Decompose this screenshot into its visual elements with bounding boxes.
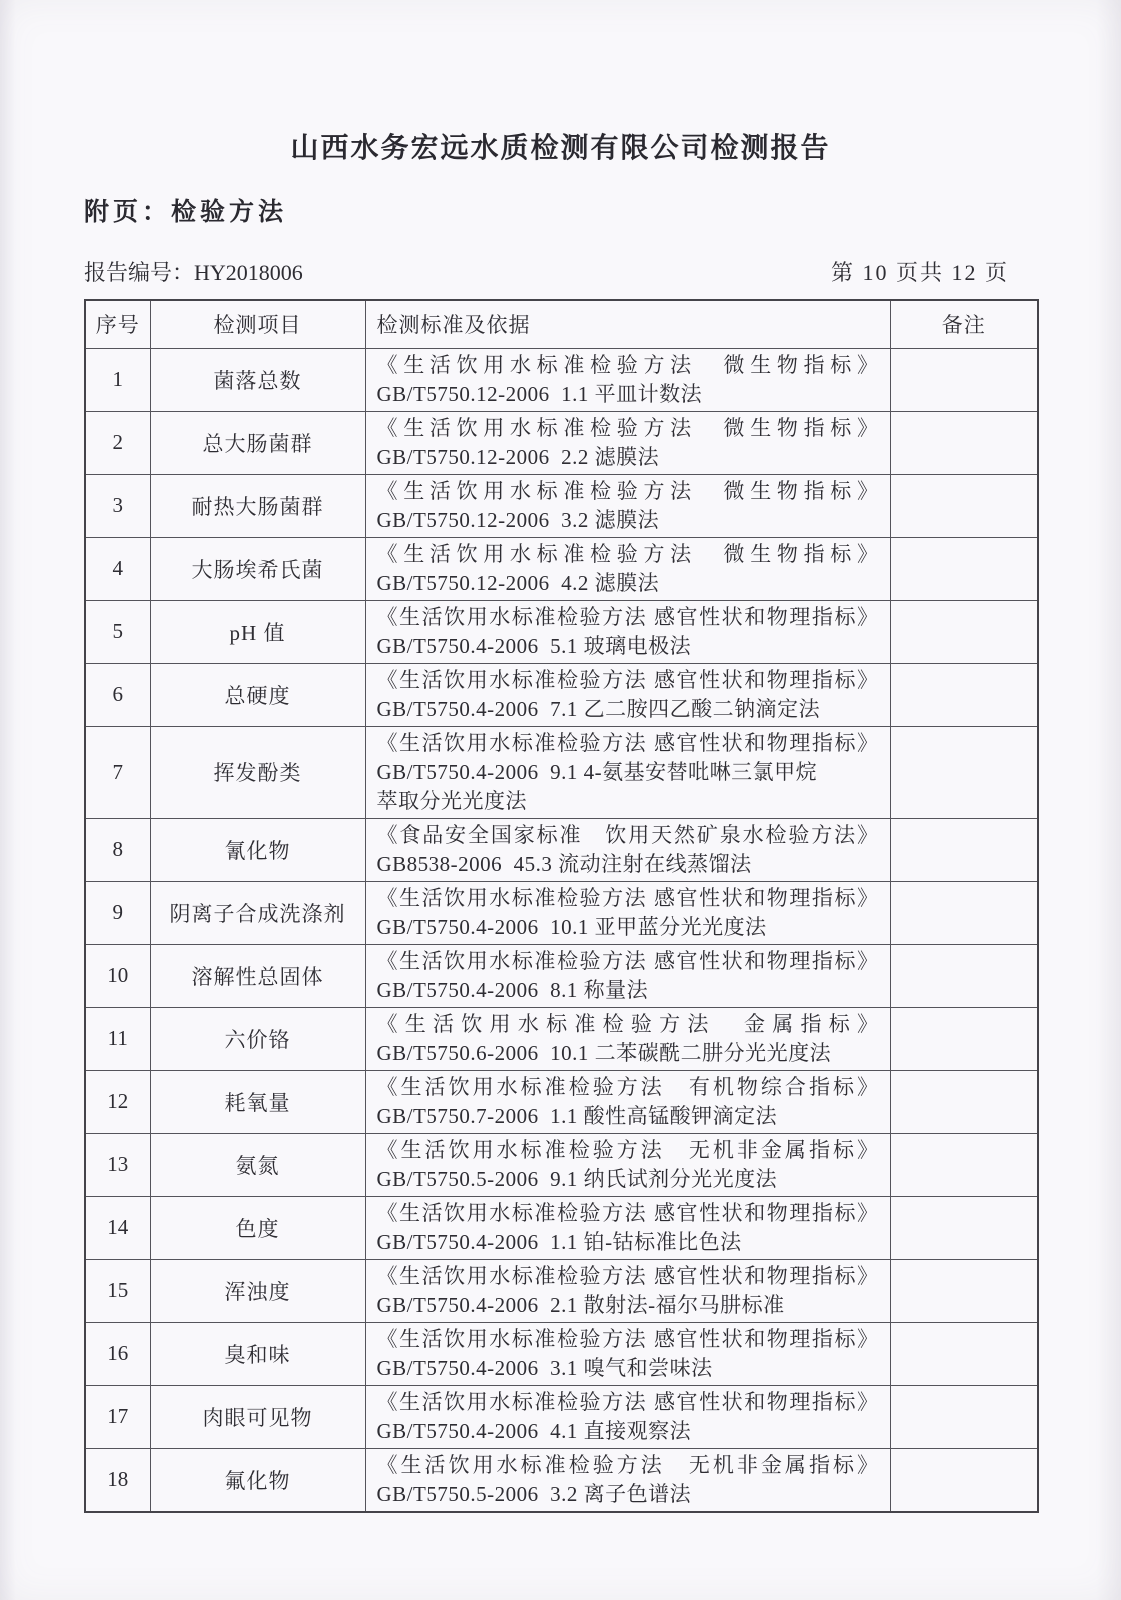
- test-item: 溶解性总固体: [150, 944, 365, 1007]
- standard-title: 《生活饮用水标准检验方法 感官性状和物理指标》: [376, 948, 879, 973]
- row-number: 6: [85, 663, 150, 726]
- standard-title: 《生活饮用水标准检验方法 微生物指标》: [376, 352, 879, 377]
- table-row: [85, 348, 1038, 411]
- row-number: 13: [85, 1133, 150, 1196]
- standard-method: GB/T5750.12-2006 3.2 滤膜法: [376, 507, 660, 532]
- remark-cell: [890, 600, 1038, 663]
- test-item: 总硬度: [150, 663, 365, 726]
- test-item: 肉眼可见物: [150, 1385, 365, 1448]
- standard-method: GB/T5750.6-2006 10.1 二苯碳酰二肼分光光度法: [376, 1040, 832, 1065]
- remark-cell: [890, 1196, 1038, 1259]
- remark-cell: [890, 1385, 1038, 1448]
- row-number: 2: [85, 411, 150, 474]
- remark-cell: [890, 1259, 1038, 1322]
- test-item: 菌落总数: [150, 348, 365, 411]
- standard-title: 《生活饮用水标准检验方法 微生物指标》: [376, 478, 879, 503]
- test-standard: [365, 1007, 890, 1070]
- page-title: 山西水务宏远水质检测有限公司检测报告: [290, 132, 831, 163]
- test-standard: [365, 1259, 890, 1322]
- table-row: [85, 1448, 1038, 1512]
- test-standard: [365, 474, 890, 537]
- standard-method-continued: 萃取分光光度法: [376, 788, 527, 813]
- row-number: 4: [85, 537, 150, 600]
- standard-method: GB/T5750.5-2006 3.2 离子色谱法: [376, 1481, 692, 1506]
- remark-cell: [890, 663, 1038, 726]
- table-row: [85, 1322, 1038, 1385]
- test-item: 挥发酚类: [150, 726, 365, 818]
- table-row: [85, 726, 1038, 818]
- remark-cell: [890, 726, 1038, 818]
- row-number: 1: [85, 348, 150, 411]
- standard-title: 《生活饮用水标准检验方法 感官性状和物理指标》: [376, 667, 879, 692]
- remark-cell: [890, 818, 1038, 881]
- remark-cell: [890, 944, 1038, 1007]
- standard-title: 《生活饮用水标准检验方法 感官性状和物理指标》: [376, 1263, 879, 1288]
- methods-table: [84, 299, 1039, 1513]
- remark-cell: [890, 411, 1038, 474]
- row-number: 7: [85, 726, 150, 818]
- row-number: 9: [85, 881, 150, 944]
- row-number: 11: [85, 1007, 150, 1070]
- test-standard: [365, 881, 890, 944]
- table-row: [85, 600, 1038, 663]
- table-row: [85, 1070, 1038, 1133]
- test-item: 臭和味: [150, 1322, 365, 1385]
- test-item: pH 值: [150, 600, 365, 663]
- standard-title: 《生活饮用水标准检验方法 感官性状和物理指标》: [376, 730, 879, 755]
- row-number: 12: [85, 1070, 150, 1133]
- report-number: 报告编号：HY2018006: [84, 260, 303, 285]
- header-remark: 备注: [890, 300, 1038, 348]
- test-standard: [365, 1133, 890, 1196]
- test-item: 阴离子合成洗涤剂: [150, 881, 365, 944]
- standard-title: 《生活饮用水标准检验方法 有机物综合指标》: [376, 1074, 879, 1099]
- test-standard: [365, 726, 890, 818]
- test-item: 耐热大肠菌群: [150, 474, 365, 537]
- test-standard: [365, 1070, 890, 1133]
- remark-cell: [890, 348, 1038, 411]
- standard-title: 《生活饮用水标准检验方法 微生物指标》: [376, 541, 879, 566]
- test-item: 六价铬: [150, 1007, 365, 1070]
- standard-title: 《生活饮用水标准检验方法 感官性状和物理指标》: [376, 1326, 879, 1351]
- table-row: [85, 663, 1038, 726]
- standard-method: GB/T5750.4-2006 4.1 直接观察法: [376, 1418, 692, 1443]
- standard-method: GB/T5750.4-2006 10.1 亚甲蓝分光光度法: [376, 914, 767, 939]
- standard-method: GB8538-2006 45.3 流动注射在线蒸馏法: [376, 851, 752, 876]
- table-row: [85, 1385, 1038, 1448]
- table-row: [85, 818, 1038, 881]
- test-item: 大肠埃希氏菌: [150, 537, 365, 600]
- standard-method: GB/T5750.7-2006 1.1 酸性高锰酸钾滴定法: [376, 1103, 778, 1128]
- remark-cell: [890, 1133, 1038, 1196]
- test-standard: [365, 600, 890, 663]
- test-item: 浑浊度: [150, 1259, 365, 1322]
- test-standard: [365, 944, 890, 1007]
- row-number: 3: [85, 474, 150, 537]
- standard-method: GB/T5750.5-2006 9.1 纳氏试剂分光光度法: [376, 1166, 778, 1191]
- table-row: [85, 1007, 1038, 1070]
- standard-title: 《食品安全国家标准 饮用天然矿泉水检验方法》: [376, 822, 879, 847]
- test-standard: [365, 1448, 890, 1512]
- table-row: [85, 474, 1038, 537]
- header-item: 检测项目: [150, 300, 365, 348]
- test-item: 耗氧量: [150, 1070, 365, 1133]
- remark-cell: [890, 881, 1038, 944]
- test-standard: [365, 348, 890, 411]
- table-row: [85, 944, 1038, 1007]
- standard-title: 《生活饮用水标准检验方法 感官性状和物理指标》: [376, 1200, 879, 1225]
- standard-method: GB/T5750.4-2006 1.1 铂-钴标准比色法: [376, 1229, 742, 1254]
- header-no: 序号: [85, 300, 150, 348]
- standard-method: GB/T5750.12-2006 4.2 滤膜法: [376, 570, 660, 595]
- standard-method: GB/T5750.4-2006 7.1 乙二胺四乙酸二钠滴定法: [376, 696, 821, 721]
- standard-method: GB/T5750.4-2006 9.1 4-氨基安替吡啉三氯甲烷: [376, 759, 818, 784]
- test-item: 氰化物: [150, 818, 365, 881]
- row-number: 16: [85, 1322, 150, 1385]
- table-row: [85, 1133, 1038, 1196]
- remark-cell: [890, 1448, 1038, 1512]
- remark-cell: [890, 1322, 1038, 1385]
- standard-title: 《生活饮用水标准检验方法 无机非金属指标》: [376, 1452, 879, 1477]
- test-standard: [365, 537, 890, 600]
- test-item: 色度: [150, 1196, 365, 1259]
- table-header-row: [85, 300, 1038, 348]
- standard-title: 《生活饮用水标准检验方法 感官性状和物理指标》: [376, 885, 879, 910]
- standard-title: 《生活饮用水标准检验方法 金属指标》: [376, 1011, 879, 1036]
- test-item: 总大肠菌群: [150, 411, 365, 474]
- attachment-subtitle: 附页：检验方法: [84, 198, 288, 226]
- standard-title: 《生活饮用水标准检验方法 感官性状和物理指标》: [376, 1389, 879, 1414]
- page-indicator: 第 10 页共 12 页: [830, 260, 1009, 285]
- row-number: 18: [85, 1448, 150, 1512]
- standard-title: 《生活饮用水标准检验方法 微生物指标》: [376, 415, 879, 440]
- test-standard: [365, 1385, 890, 1448]
- row-number: 10: [85, 944, 150, 1007]
- test-standard: [365, 411, 890, 474]
- header-standard: 检测标准及依据: [365, 300, 890, 348]
- row-number: 14: [85, 1196, 150, 1259]
- table-row: [85, 881, 1038, 944]
- row-number: 17: [85, 1385, 150, 1448]
- test-item: 氨氮: [150, 1133, 365, 1196]
- report-meta-row: [84, 256, 1037, 287]
- standard-method: GB/T5750.12-2006 1.1 平皿计数法: [376, 381, 703, 406]
- remark-cell: [890, 1007, 1038, 1070]
- standard-method: GB/T5750.4-2006 3.1 嗅气和尝味法: [376, 1355, 713, 1380]
- standard-title: 《生活饮用水标准检验方法 感官性状和物理指标》: [376, 604, 879, 629]
- remark-cell: [890, 537, 1038, 600]
- table-row: [85, 1259, 1038, 1322]
- row-number: 5: [85, 600, 150, 663]
- test-standard: [365, 663, 890, 726]
- table-row: [85, 1196, 1038, 1259]
- standard-method: GB/T5750.4-2006 2.1 散射法-福尔马肼标准: [376, 1292, 785, 1317]
- test-item: 氟化物: [150, 1448, 365, 1512]
- row-number: 15: [85, 1259, 150, 1322]
- test-standard: [365, 818, 890, 881]
- test-standard: [365, 1322, 890, 1385]
- standard-method: GB/T5750.12-2006 2.2 滤膜法: [376, 444, 660, 469]
- row-number: 8: [85, 818, 150, 881]
- standard-method: GB/T5750.4-2006 8.1 称量法: [376, 977, 649, 1002]
- table-row: [85, 411, 1038, 474]
- remark-cell: [890, 474, 1038, 537]
- standard-title: 《生活饮用水标准检验方法 无机非金属指标》: [376, 1137, 879, 1162]
- table-row: [85, 537, 1038, 600]
- test-standard: [365, 1196, 890, 1259]
- remark-cell: [890, 1070, 1038, 1133]
- standard-method: GB/T5750.4-2006 5.1 玻璃电极法: [376, 633, 692, 658]
